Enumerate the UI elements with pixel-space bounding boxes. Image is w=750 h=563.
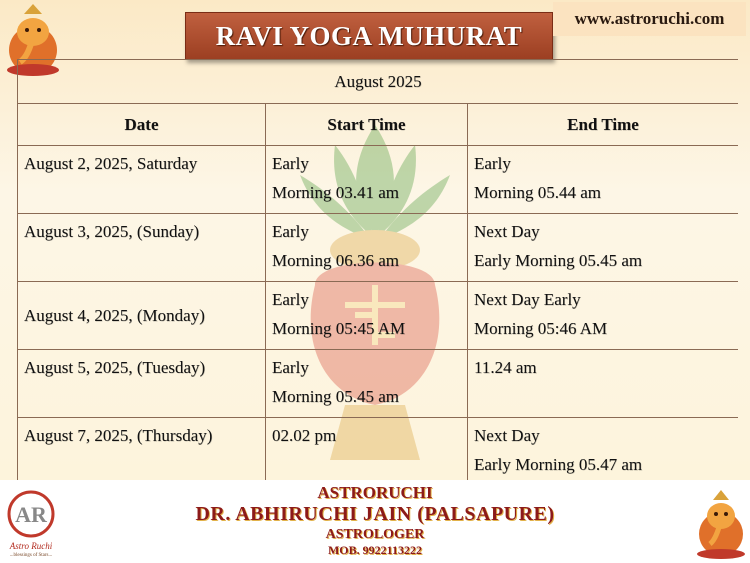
end-cell — [468, 146, 739, 214]
footer — [0, 480, 750, 563]
column-header-date: Date — [18, 104, 266, 146]
end-line: Morning 05.44 am — [474, 183, 602, 202]
footer-role: ASTROLOGER — [325, 527, 425, 542]
end-line: Morning 05:46 AM — [474, 319, 608, 338]
end-line: Next Day — [474, 426, 540, 445]
ganesha-icon — [694, 488, 748, 560]
start-cell — [266, 146, 468, 214]
footer-name: DR. ABHIRUCHI JAIN (PALSAPURE) — [195, 503, 555, 525]
end-cell — [468, 418, 739, 481]
table-row — [18, 214, 739, 282]
end-line: 11.24 am — [474, 358, 537, 377]
date-cell: August 7, 2025, (Thursday) — [18, 418, 266, 481]
website-url: www.astroruchi.com — [553, 2, 746, 36]
date-cell: August 4, 2025, (Monday) — [18, 282, 266, 350]
date-cell: August 2, 2025, Saturday — [18, 146, 266, 214]
start-line: 02.02 pm — [272, 426, 337, 445]
end-line: Early Morning 05.47 am — [474, 455, 643, 474]
end-cell — [468, 350, 739, 418]
header-row — [18, 104, 739, 146]
muhurat-table — [17, 59, 738, 480]
end-line: Early Morning 05.45 am — [474, 251, 643, 270]
page-title: RAVI YOGA MUHURAT — [215, 20, 523, 51]
start-cell — [266, 214, 468, 282]
column-header-start: Start Time — [266, 104, 468, 146]
logo-text: Astro Ruchi — [9, 541, 53, 551]
start-line: Early — [272, 358, 309, 377]
footer-mobile: MOB. 9922113222 — [327, 543, 422, 557]
start-line: Early — [272, 222, 309, 241]
end-line: Early — [474, 154, 511, 173]
end-cell — [468, 214, 739, 282]
table-row — [18, 146, 739, 214]
start-line: Morning 05.45 am — [272, 387, 400, 406]
table-row — [18, 282, 739, 350]
footer-brand: ASTRORUCHI — [317, 483, 433, 502]
start-line: Morning 03.41 am — [272, 183, 400, 202]
start-line: Morning 05:45 AM — [272, 319, 406, 338]
date-cell: August 3, 2025, (Sunday) — [18, 214, 266, 282]
title-banner — [185, 12, 553, 60]
start-cell — [266, 282, 468, 350]
table-row — [18, 350, 739, 418]
start-line: Morning 06.36 am — [272, 251, 400, 270]
start-cell — [266, 418, 468, 481]
month-row — [18, 60, 739, 104]
end-line: Next Day — [474, 222, 540, 241]
start-line: Early — [272, 154, 309, 173]
end-line: Next Day Early — [474, 290, 581, 309]
column-header-end: End Time — [468, 104, 739, 146]
start-line: Early — [272, 290, 309, 309]
logo-tagline: ...blessings of Stars... — [9, 553, 53, 558]
month-label: August 2025 — [18, 60, 739, 104]
start-cell — [266, 350, 468, 418]
table-row — [18, 418, 739, 481]
date-cell: August 5, 2025, (Tuesday) — [18, 350, 266, 418]
end-cell — [468, 282, 739, 350]
svg-text:AR: AR — [15, 502, 47, 527]
